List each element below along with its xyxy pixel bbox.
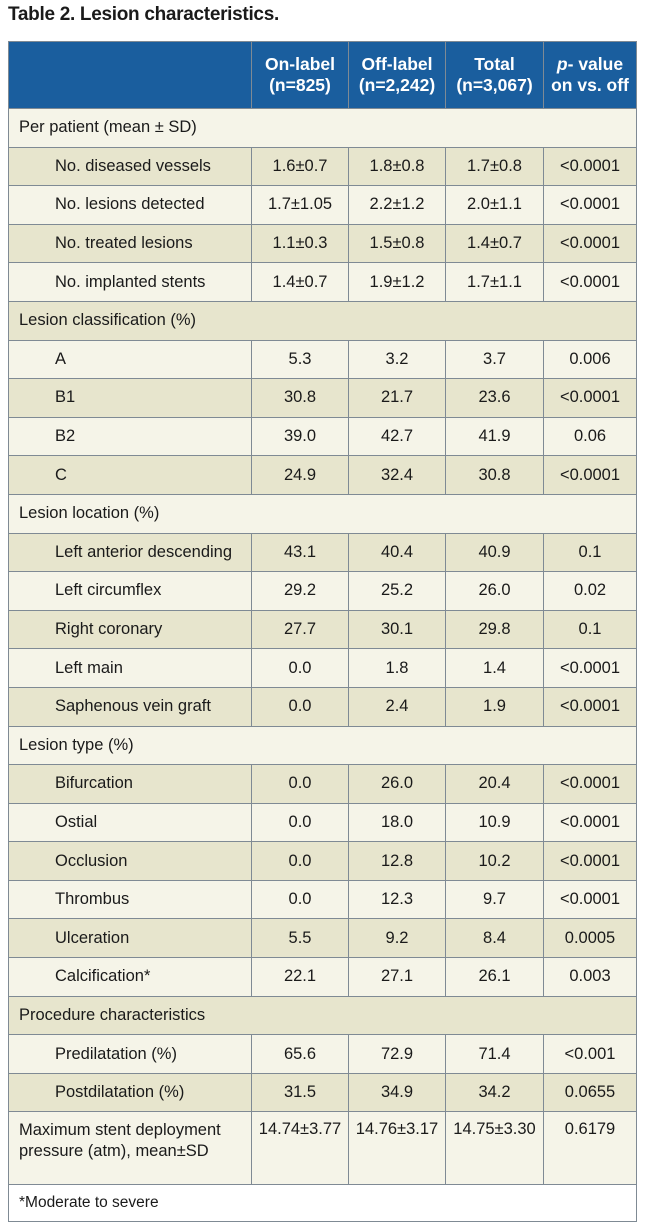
cell-off-label: 34.9	[349, 1073, 446, 1112]
table-row	[9, 649, 637, 688]
row-label: Predilatation (%)	[9, 1035, 252, 1074]
table-row	[9, 533, 637, 572]
cell-p-value: 0.6179	[544, 1112, 637, 1185]
cell-p-value: 0.0655	[544, 1073, 637, 1112]
table-title: Table 2. Lesion characteristics.	[8, 4, 279, 25]
cell-off-label: 27.1	[349, 958, 446, 997]
cell-total: 14.75±3.30	[446, 1112, 544, 1185]
section-row	[9, 726, 637, 765]
cell-off-label: 1.8	[349, 649, 446, 688]
cell-off-label: 42.7	[349, 417, 446, 456]
header-row	[9, 42, 637, 109]
cell-off-label: 14.76±3.17	[349, 1112, 446, 1185]
cell-p-value: <0.0001	[544, 687, 637, 726]
table-row	[9, 880, 637, 919]
cell-on-label: 1.4±0.7	[252, 263, 349, 302]
row-label: Ostial	[9, 803, 252, 842]
row-label: Postdilatation (%)	[9, 1073, 252, 1112]
row-label: No. implanted stents	[9, 263, 252, 302]
row-label: C	[9, 456, 252, 495]
table-row	[9, 842, 637, 881]
cell-p-value: 0.1	[544, 610, 637, 649]
cell-on-label: 0.0	[252, 803, 349, 842]
table-row	[9, 1112, 637, 1185]
cell-p-value: <0.0001	[544, 147, 637, 186]
cell-on-label: 14.74±3.77	[252, 1112, 349, 1185]
cell-p-value: <0.0001	[544, 224, 637, 263]
table-row	[9, 340, 637, 379]
section-label: Per patient (mean ± SD)	[9, 109, 637, 148]
cell-p-value: <0.0001	[544, 263, 637, 302]
row-label: B1	[9, 379, 252, 418]
cell-off-label: 3.2	[349, 340, 446, 379]
cell-total: 34.2	[446, 1073, 544, 1112]
section-label: Lesion location (%)	[9, 494, 637, 533]
cell-off-label: 21.7	[349, 379, 446, 418]
cell-on-label: 30.8	[252, 379, 349, 418]
cell-off-label: 32.4	[349, 456, 446, 495]
cell-on-label: 22.1	[252, 958, 349, 997]
cell-on-label: 27.7	[252, 610, 349, 649]
row-label: Right coronary	[9, 610, 252, 649]
table-row	[9, 263, 637, 302]
cell-off-label: 72.9	[349, 1035, 446, 1074]
cell-total: 1.7±0.8	[446, 147, 544, 186]
row-label: Left anterior descending	[9, 533, 252, 572]
cell-p-value: 0.0005	[544, 919, 637, 958]
row-label: Thrombus	[9, 880, 252, 919]
table-row	[9, 1035, 637, 1074]
cell-on-label: 43.1	[252, 533, 349, 572]
table-row	[9, 572, 637, 611]
section-row	[9, 996, 637, 1035]
cell-off-label: 12.3	[349, 880, 446, 919]
header-empty	[9, 42, 252, 109]
cell-total: 26.0	[446, 572, 544, 611]
cell-p-value: 0.003	[544, 958, 637, 997]
cell-total: 40.9	[446, 533, 544, 572]
footnote: *Moderate to severe	[9, 1185, 637, 1222]
section-label: Lesion classification (%)	[9, 301, 637, 340]
cell-total: 23.6	[446, 379, 544, 418]
cell-total: 30.8	[446, 456, 544, 495]
row-label: A	[9, 340, 252, 379]
cell-on-label: 0.0	[252, 649, 349, 688]
cell-off-label: 1.8±0.8	[349, 147, 446, 186]
cell-on-label: 0.0	[252, 842, 349, 881]
cell-on-label: 29.2	[252, 572, 349, 611]
cell-p-value: <0.0001	[544, 186, 637, 225]
cell-on-label: 0.0	[252, 765, 349, 804]
cell-off-label: 30.1	[349, 610, 446, 649]
cell-p-value: <0.0001	[544, 880, 637, 919]
row-label: Calcification*	[9, 958, 252, 997]
row-label: Left circumflex	[9, 572, 252, 611]
cell-total: 10.2	[446, 842, 544, 881]
row-label: No. treated lesions	[9, 224, 252, 263]
footnote-row	[9, 1185, 637, 1222]
cell-on-label: 31.5	[252, 1073, 349, 1112]
header-off-label: Off-label (n=2,242)	[349, 42, 446, 109]
row-label: Left main	[9, 649, 252, 688]
cell-total: 2.0±1.1	[446, 186, 544, 225]
cell-total: 1.4±0.7	[446, 224, 544, 263]
cell-p-value: <0.0001	[544, 379, 637, 418]
table-row	[9, 456, 637, 495]
cell-off-label: 18.0	[349, 803, 446, 842]
cell-off-label: 2.2±1.2	[349, 186, 446, 225]
table-row	[9, 765, 637, 804]
section-row	[9, 301, 637, 340]
cell-p-value: 0.1	[544, 533, 637, 572]
cell-total: 9.7	[446, 880, 544, 919]
cell-p-value: <0.0001	[544, 842, 637, 881]
cell-p-value: <0.0001	[544, 456, 637, 495]
cell-p-value: <0.001	[544, 1035, 637, 1074]
cell-p-value: <0.0001	[544, 649, 637, 688]
cell-on-label: 39.0	[252, 417, 349, 456]
row-label: B2	[9, 417, 252, 456]
row-label: Maximum stent deployment pressure (atm), mean±SD	[9, 1112, 252, 1185]
table-row	[9, 379, 637, 418]
section-row	[9, 109, 637, 148]
cell-total: 8.4	[446, 919, 544, 958]
cell-total: 10.9	[446, 803, 544, 842]
cell-total: 29.8	[446, 610, 544, 649]
row-label: Ulceration	[9, 919, 252, 958]
cell-off-label: 12.8	[349, 842, 446, 881]
table-row	[9, 958, 637, 997]
cell-on-label: 0.0	[252, 880, 349, 919]
lesion-characteristics-table	[8, 41, 637, 1222]
cell-total: 71.4	[446, 1035, 544, 1074]
cell-on-label: 1.6±0.7	[252, 147, 349, 186]
cell-off-label: 40.4	[349, 533, 446, 572]
cell-p-value: <0.0001	[544, 803, 637, 842]
section-label: Lesion type (%)	[9, 726, 637, 765]
cell-total: 1.9	[446, 687, 544, 726]
table-row	[9, 803, 637, 842]
row-label: Bifurcation	[9, 765, 252, 804]
header-total: Total (n=3,067)	[446, 42, 544, 109]
table-row	[9, 224, 637, 263]
table-row	[9, 1073, 637, 1112]
cell-off-label: 2.4	[349, 687, 446, 726]
cell-on-label: 1.1±0.3	[252, 224, 349, 263]
cell-total: 1.4	[446, 649, 544, 688]
table-row	[9, 919, 637, 958]
cell-total: 3.7	[446, 340, 544, 379]
cell-p-value: <0.0001	[544, 765, 637, 804]
cell-p-value: 0.02	[544, 572, 637, 611]
cell-total: 20.4	[446, 765, 544, 804]
cell-off-label: 1.9±1.2	[349, 263, 446, 302]
table-row	[9, 687, 637, 726]
cell-p-value: 0.06	[544, 417, 637, 456]
section-label: Procedure characteristics	[9, 996, 637, 1035]
cell-on-label: 5.5	[252, 919, 349, 958]
section-row	[9, 494, 637, 533]
table-row	[9, 610, 637, 649]
cell-on-label: 0.0	[252, 687, 349, 726]
cell-off-label: 25.2	[349, 572, 446, 611]
cell-off-label: 9.2	[349, 919, 446, 958]
cell-total: 26.1	[446, 958, 544, 997]
table-row	[9, 186, 637, 225]
cell-off-label: 1.5±0.8	[349, 224, 446, 263]
row-label: Occlusion	[9, 842, 252, 881]
row-label: Saphenous vein graft	[9, 687, 252, 726]
cell-on-label: 1.7±1.05	[252, 186, 349, 225]
cell-on-label: 65.6	[252, 1035, 349, 1074]
cell-on-label: 24.9	[252, 456, 349, 495]
cell-total: 1.7±1.1	[446, 263, 544, 302]
row-label: No. lesions detected	[9, 186, 252, 225]
table-row	[9, 417, 637, 456]
table-row	[9, 147, 637, 186]
cell-on-label: 5.3	[252, 340, 349, 379]
header-p-value: p- value on vs. off	[544, 42, 637, 109]
cell-off-label: 26.0	[349, 765, 446, 804]
cell-total: 41.9	[446, 417, 544, 456]
row-label: No. diseased vessels	[9, 147, 252, 186]
header-on-label: On-label (n=825)	[252, 42, 349, 109]
cell-p-value: 0.006	[544, 340, 637, 379]
